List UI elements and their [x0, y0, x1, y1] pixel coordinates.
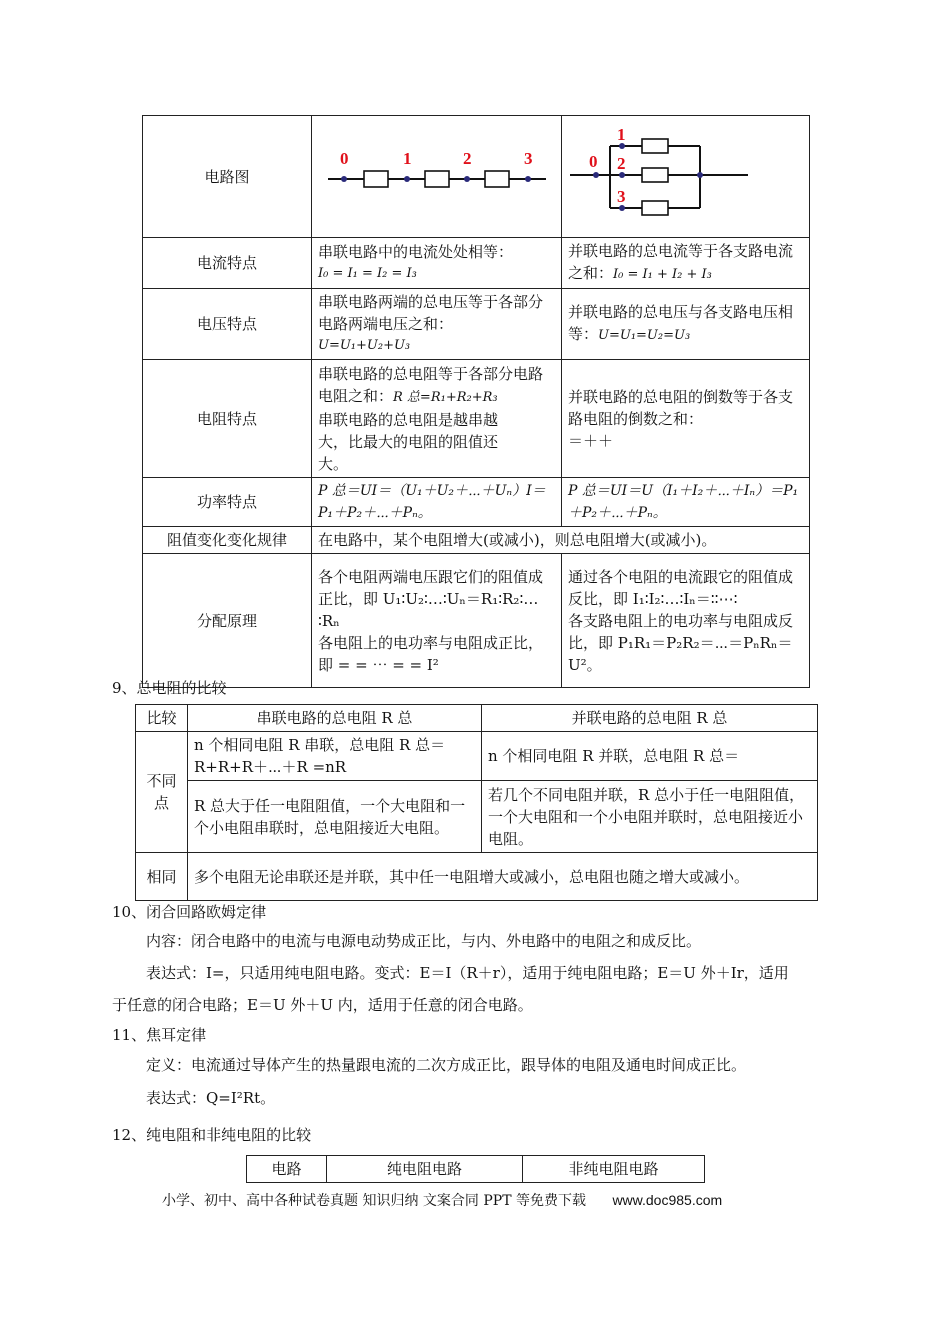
paragraph: 于任意的闭合电路；E＝U 外＋U 内，适用于任意的闭合电路。 — [112, 996, 533, 1014]
series-cell: n 个相同电阻 R 串联，总电阻 R 总＝R+R+R＋⋯＋R =nR — [188, 732, 482, 781]
parallel-circuit-diagram — [562, 116, 810, 238]
table-row — [143, 360, 810, 478]
paragraph: 内容：闭合电路中的电流与电源电动势成正比，与内、外电路中的电阻之和成反比。 — [146, 932, 702, 950]
merged-cell: 在电路中，某个电阻增大(或减小)，则总电阻增大(或减小)。 — [312, 527, 810, 554]
pure-resistance-table — [246, 1155, 705, 1183]
row-label: 电阻特点 — [143, 360, 312, 478]
header-cell: 比较 — [136, 705, 188, 732]
parallel-cell: 并联电路的总电压与各支路电压相等：U=U₁=U₂=U₃ — [562, 289, 810, 360]
row-label: 电流特点 — [143, 238, 312, 289]
paragraph: 表达式：Q=I²Rt。 — [146, 1089, 276, 1107]
series-circuit-svg — [312, 116, 560, 231]
series-circuit-diagram — [312, 116, 562, 238]
row-label: 相同 — [136, 853, 188, 901]
row-label: 阻值变化变化规律 — [143, 527, 312, 554]
parallel-cell: P 总＝UI＝U（I₁＋I₂＋⋯＋Iₙ）＝P₁＋P₂＋⋯＋Pₙ。 — [562, 478, 810, 527]
header-cell: 串联电路的总电阻 R 总 — [188, 705, 482, 732]
parallel-cell: 通过各个电阻的电流跟它的阻值成反比，即 I₁∶I₂∶…∶Iₙ＝∶∶⋯∶ 各支路电阻上的电功率与电阻成反比，即 P₁R₁＝P₂R₂＝⋯＝PₙRₙ＝U²。 — [562, 554, 810, 688]
series-cell: 串联电路中的电流处处相等： I₀ = I₁ = I₂ = I₃ — [312, 238, 562, 289]
merged-cell: 多个电阻无论串联还是并联，其中任一电阻增大或减小，总电阻也随之增大或减小。 — [188, 853, 818, 901]
series-cell: 各个电阻两端电压跟它们的阻值成正比，即 U₁∶U₂∶…∶Uₙ＝R₁∶R₂∶…∶Rₙ 各电阻上的电功率与电阻成正比，即 = = ⋯ = = I² — [312, 554, 562, 688]
paragraph: 定义：电流通过导体产生的热量跟电流的二次方成正比，跟导体的电阻及通电时间成正比。 — [146, 1056, 747, 1074]
table-row — [136, 705, 818, 732]
footer-text: 小学、初中、高中各种试卷真题 知识归纳 文案合同 PPT 等免费下载 — [162, 1193, 586, 1209]
row-label: 不同点 — [136, 732, 188, 853]
row-label: 电压特点 — [143, 289, 312, 360]
section-title: 12、纯电阻和非纯电阻的比较 — [112, 1126, 312, 1144]
table-row — [136, 732, 818, 781]
row-label: 电路图 — [143, 116, 312, 238]
resistance-comparison-table — [135, 704, 818, 901]
node-label: 2 — [617, 154, 626, 173]
node-label: 0 — [340, 149, 349, 168]
row-label: 分配原理 — [143, 554, 312, 688]
header-cell: 电路 — [247, 1156, 327, 1183]
node-label: 2 — [463, 149, 472, 168]
node-label: 0 — [589, 152, 598, 171]
table-row — [143, 116, 810, 238]
parallel-cell: 并联电路的总电流等于各支路电流之和：I₀ = I₁ + I₂ + I₃ — [562, 238, 810, 289]
section-title: 10、闭合回路欧姆定律 — [112, 903, 267, 921]
table-row — [143, 289, 810, 360]
paragraph: 表达式：I=，只适用纯电阻电路。变式：E＝I（R＋r），适用于纯电阻电路；E＝U 外＋Ir，适用 — [146, 964, 789, 982]
parallel-circuit-svg — [562, 116, 808, 231]
parallel-cell: 并联电路的总电阻的倒数等于各支路电阻的倒数之和： ＝＋＋ — [562, 360, 810, 478]
table-row — [143, 478, 810, 527]
node-label: 1 — [617, 125, 626, 144]
series-cell: P 总＝UI＝（U₁＋U₂＋⋯＋Uₙ）I＝P₁＋P₂＋⋯＋Pₙ。 — [312, 478, 562, 527]
footer-link[interactable]: www.doc985.com — [612, 1192, 723, 1208]
comparison-table — [142, 115, 810, 688]
section-title: 11、焦耳定律 — [112, 1026, 207, 1044]
row-label: 功率特点 — [143, 478, 312, 527]
series-cell: 串联电路两端的总电压等于各部分电路两端电压之和： U=U₁+U₂+U₃ — [312, 289, 562, 360]
header-cell: 纯电阻电路 — [327, 1156, 523, 1183]
series-cell: 串联电路的总电阻等于各部分电路电阻之和：R 总=R₁+R₂+R₃ 串联电路的总电阻是越串越大，比最大的电阻的阻值还大。 — [312, 360, 562, 478]
node-label: 3 — [524, 149, 533, 168]
header-cell: 并联电路的总电阻 R 总 — [482, 705, 818, 732]
table-row — [143, 554, 810, 688]
table-row — [136, 853, 818, 901]
table-row — [136, 781, 818, 853]
node-label: 3 — [617, 187, 626, 206]
table-row — [143, 238, 810, 289]
node-label: 1 — [403, 149, 412, 168]
table-row — [143, 527, 810, 554]
footer — [162, 1190, 722, 1210]
section-title: 9、总电阻的比较 — [112, 679, 227, 697]
header-cell: 非纯电阻电路 — [523, 1156, 705, 1183]
parallel-cell: n 个相同电阻 R 并联，总电阻 R 总＝ — [482, 732, 818, 781]
table-row — [247, 1156, 705, 1183]
series-cell: R 总大于任一电阻阻值，一个大电阻和一个小电阻串联时，总电阻接近大电阻。 — [188, 781, 482, 853]
parallel-cell: 若几个不同电阻并联，R 总小于任一电阻阻值，一个大电阻和一个小电阻并联时，总电阻接近小电阻。 — [482, 781, 818, 853]
